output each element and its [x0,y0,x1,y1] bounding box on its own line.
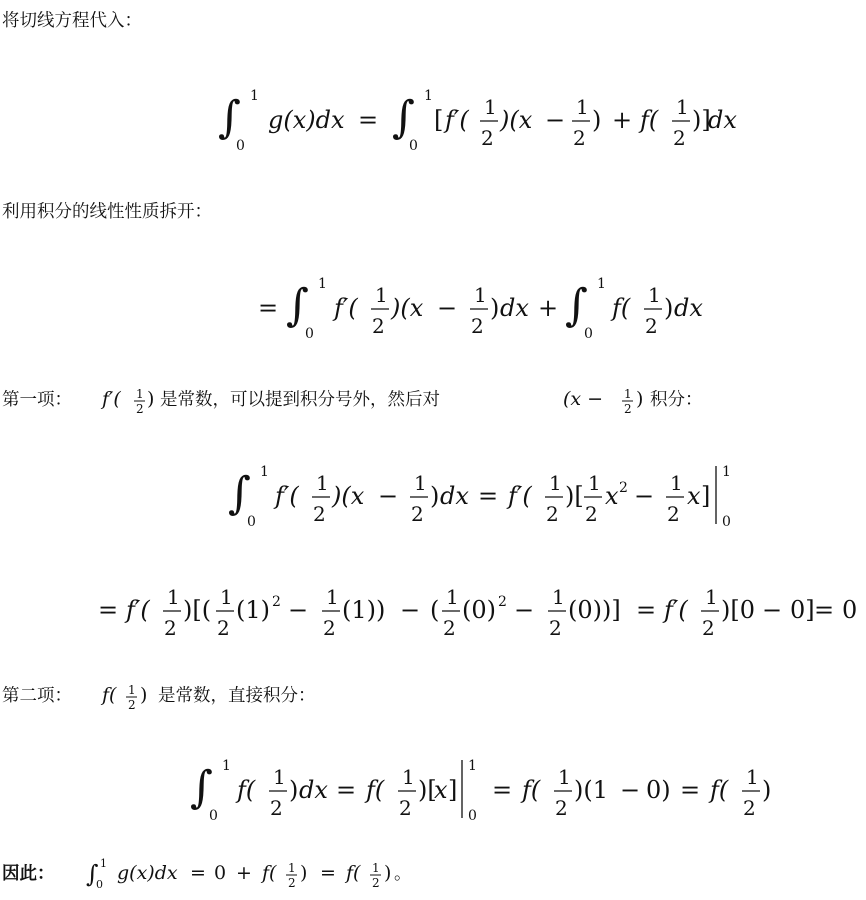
svg-text:1: 1 [402,765,415,789]
svg-text:0: 0 [842,596,858,624]
svg-text:): ) [140,684,148,706]
svg-text:f(: f( [237,776,256,804]
svg-text:)[: )[ [565,482,584,510]
svg-text:2: 2 [498,594,507,610]
svg-text:=: = [320,862,336,884]
svg-text:∫: ∫ [218,92,241,143]
svg-text:)]: )] [692,106,711,134]
svg-text:(1): (1) [236,596,270,624]
svg-text:1: 1 [446,585,459,609]
svg-text:f(: f( [262,862,277,884]
svg-text:是常数，可以提到积分号外，然后对: 是常数，可以提到积分号外，然后对 [160,390,440,410]
svg-text:=: = [336,776,357,804]
svg-text:2: 2 [443,616,456,640]
svg-text:2: 2 [546,502,559,526]
svg-text:=: = [190,862,206,884]
svg-text:=: = [478,482,499,510]
svg-text:1: 1 [318,276,327,292]
svg-text:2: 2 [645,314,658,338]
equation-split [0,258,866,348]
svg-text:−: − [400,596,421,624]
svg-text:1: 1 [484,95,497,119]
svg-text:)[(: )[( [183,596,212,624]
svg-text:dx: dx [440,482,469,510]
svg-text:∫: ∫ [286,280,309,331]
svg-text:0]: 0] [790,596,815,624]
svg-text:+: + [538,294,559,322]
svg-text:=: = [358,106,379,134]
svg-text:2: 2 [549,616,562,640]
svg-text:dx: dx [674,294,703,322]
svg-text:(: ( [430,596,440,624]
text-second-term [0,676,866,716]
svg-text:)(x: )(x [500,106,533,134]
svg-text:f(: f( [612,294,631,322]
svg-text:2: 2 [411,502,424,526]
svg-text:1: 1 [326,585,339,609]
svg-text:+: + [236,862,252,884]
svg-text:): ) [636,388,644,410]
text-first-term [0,380,866,420]
svg-text:2: 2 [585,502,598,526]
integral-sign [218,92,241,143]
svg-text:第二项：: 第二项： [2,686,72,706]
svg-text:1: 1 [316,471,329,495]
svg-text:−: − [634,482,655,510]
integral-sign [392,92,415,143]
svg-text:x: x [434,776,448,804]
equation-first-term-integral [0,446,866,536]
svg-text:第一项：: 第一项： [2,390,72,410]
svg-text:g(x)dx: g(x)dx [117,862,178,884]
svg-text:1: 1 [722,464,731,480]
svg-text:积分：: 积分： [650,390,703,410]
svg-text:1: 1 [746,765,759,789]
svg-text:。: 。 [394,864,412,884]
svg-text:f′(: f′( [334,294,358,322]
svg-text:2: 2 [624,402,632,416]
svg-text:2: 2 [288,876,296,890]
svg-text:f′(: f′( [664,596,688,624]
svg-text:1: 1 [375,283,388,307]
svg-text:=: = [680,776,701,804]
svg-text:(0))]: (0))] [568,596,621,624]
svg-text:=: = [636,596,657,624]
svg-text:−: − [288,596,309,624]
svg-text:): ) [762,776,772,804]
svg-text:∫: ∫ [86,860,99,888]
svg-text:dx: dx [708,106,737,134]
svg-text:)(1: )(1 [574,776,608,804]
svg-text:1: 1 [648,283,661,307]
svg-text:2: 2 [573,126,586,150]
svg-text:0: 0 [722,514,731,530]
svg-text:2: 2 [702,616,715,640]
svg-text:]: ] [701,482,711,510]
svg-text:−: − [378,482,399,510]
svg-text:因此：: 因此： [2,864,55,884]
svg-text:0: 0 [214,862,227,884]
svg-text:2: 2 [481,126,494,150]
svg-text:2: 2 [272,594,281,610]
svg-text:dx: dx [299,776,328,804]
svg-text:1: 1 [588,471,601,495]
svg-text:2: 2 [372,314,385,338]
svg-text:0: 0 [409,138,418,154]
svg-text:): ) [490,294,500,322]
svg-text:1: 1 [424,88,433,104]
text-tangent-substitution: 将切线方程代入： [2,11,142,31]
svg-text:1: 1 [624,387,632,401]
svg-text:−: − [437,294,458,322]
svg-text:0: 0 [209,808,218,824]
svg-text:1: 1 [414,471,427,495]
svg-text:)[0: )[0 [721,596,755,624]
svg-text:=: = [814,596,835,624]
svg-text:f(: f( [366,776,385,804]
svg-text:2: 2 [471,314,484,338]
svg-text:x: x [687,482,701,510]
svg-text:0: 0 [96,878,103,891]
svg-text:1: 1 [273,765,286,789]
svg-text:2: 2 [372,876,380,890]
equation-second-term-integral [0,740,866,830]
svg-text:2: 2 [128,698,136,712]
svg-text:1: 1 [260,464,269,480]
svg-text:(0): (0) [462,596,496,624]
svg-text:f′(: f′( [102,388,121,410]
svg-text:(1)): (1)) [342,596,386,624]
equation-substitution [0,70,866,160]
svg-text:f(: f( [346,862,361,884]
svg-text:1: 1 [558,765,571,789]
svg-text:∫: ∫ [228,468,251,519]
svg-text:1: 1 [468,758,477,774]
svg-text:2: 2 [270,796,283,820]
svg-text:2: 2 [313,502,326,526]
svg-text:0: 0 [236,138,245,154]
equation-first-term-evaluation [0,560,866,650]
svg-text:f′(: f′( [445,106,469,134]
svg-text:1: 1 [670,471,683,495]
text-conclusion [0,852,866,896]
svg-text:∫: ∫ [190,762,213,813]
svg-text:1: 1 [250,88,259,104]
svg-text:1: 1 [705,585,718,609]
svg-text:2: 2 [619,480,628,496]
svg-text:)(x: )(x [332,482,365,510]
svg-text:1: 1 [597,276,606,292]
svg-text:2: 2 [164,616,177,640]
svg-text:): ) [289,776,299,804]
svg-text:=: = [98,596,119,624]
svg-text:2: 2 [323,616,336,640]
svg-text:2: 2 [673,126,686,150]
svg-text:1: 1 [128,683,136,697]
svg-text:0): 0) [646,776,671,804]
svg-text:f(: f( [640,106,659,134]
svg-text:f′(: f′( [508,482,532,510]
svg-text:): ) [430,482,440,510]
svg-text:∫: ∫ [565,280,588,331]
svg-text:[: [ [434,106,444,134]
svg-text:g(x)dx: g(x)dx [268,106,345,134]
svg-text:x: x [605,482,619,510]
svg-text:1: 1 [372,861,380,875]
svg-text:0: 0 [247,514,256,530]
svg-text:2: 2 [217,616,230,640]
svg-text:1: 1 [474,283,487,307]
svg-text:2: 2 [555,796,568,820]
svg-text:)[: )[ [418,776,437,804]
svg-text:0: 0 [584,326,593,342]
svg-text:): ) [384,862,392,884]
svg-text:1: 1 [552,585,565,609]
svg-text:+: + [612,106,633,134]
svg-text:(x −: (x − [563,388,604,410]
svg-text:1: 1 [167,585,180,609]
svg-text:]: ] [448,776,458,804]
svg-text:)(x: )(x [391,294,424,322]
svg-text:2: 2 [136,402,144,416]
svg-text:=: = [258,294,279,322]
svg-text:1: 1 [576,95,589,119]
svg-text:f′(: f′( [126,596,150,624]
svg-text:): ) [300,862,308,884]
svg-text:0: 0 [305,326,314,342]
svg-text:1: 1 [288,861,296,875]
svg-text:1: 1 [220,585,233,609]
svg-text:1: 1 [100,857,107,870]
svg-text:0: 0 [468,808,477,824]
svg-text:2: 2 [399,796,412,820]
svg-text:1: 1 [136,387,144,401]
svg-text:1: 1 [222,758,231,774]
svg-text:−: − [762,596,783,624]
svg-text:2: 2 [667,502,680,526]
svg-text:): ) [147,388,155,410]
svg-text:f′(: f′( [275,482,299,510]
svg-text:−: − [545,106,566,134]
svg-text:∫: ∫ [392,92,415,143]
svg-text:f(: f( [102,684,117,706]
svg-text:f(: f( [710,776,729,804]
svg-text:f(: f( [522,776,541,804]
svg-text:−: − [620,776,641,804]
svg-text:2: 2 [743,796,756,820]
text-linearity: 利用积分的线性性质拆开： [2,202,212,222]
svg-text:): ) [592,106,602,134]
svg-text:=: = [492,776,513,804]
svg-text:1: 1 [676,95,689,119]
svg-text:是常数，直接积分：: 是常数，直接积分： [158,686,316,706]
svg-text:dx: dx [500,294,529,322]
svg-text:1: 1 [549,471,562,495]
svg-text:−: − [514,596,535,624]
svg-text:): ) [664,294,674,322]
